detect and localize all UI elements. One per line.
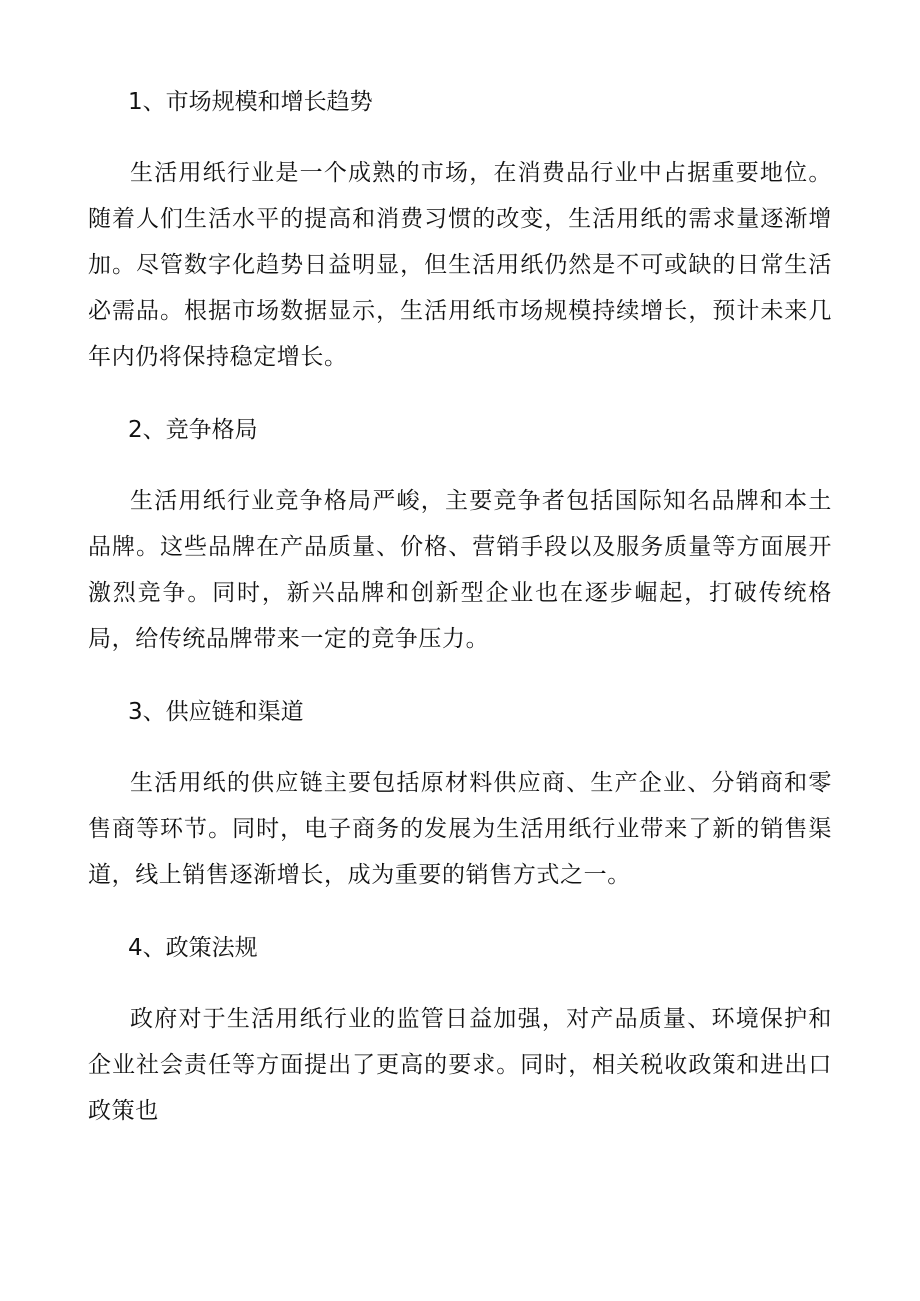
section-paragraph: 生活用纸的供应链主要包括原材料供应商、生产企业、分销商和零售商等环节。同时，电子商务的发展为生活用纸行业带来了新的销售渠道，线上销售逐渐增长，成为重要的销售方式之一。 <box>88 770 832 888</box>
section-competition <box>88 406 832 662</box>
section-heading: 4、政策法规 <box>128 935 258 961</box>
section-paragraph: 生活用纸行业是一个成熟的市场，在消费品行业中占据重要地位。随着人们生活水平的提高和消费习惯的改变，生活用纸的需求量逐渐增加。尽管数字化趋势日益明显，但生活用纸仍然是不可或缺的日常生活必需品。根据市场数据显示，生活用纸市场规模持续增长，预计未来几年内仍将保持稳定增长。 <box>88 160 832 370</box>
section-market-size <box>88 78 832 380</box>
section-paragraph: 政府对于生活用纸行业的监管日益加强，对产品质量、环境保护和企业社会责任等方面提出了更高的要求。同时，相关税收政策和进出口政策也 <box>88 1006 832 1124</box>
section-heading: 3、供应链和渠道 <box>128 699 304 725</box>
section-supply-chain <box>88 688 832 898</box>
section-heading: 2、竞争格局 <box>128 417 258 443</box>
section-policy <box>88 924 832 1134</box>
section-paragraph: 生活用纸行业竞争格局严峻，主要竞争者包括国际知名品牌和本土品牌。这些品牌在产品质量、价格、营销手段以及服务质量等方面展开激烈竞争。同时，新兴品牌和创新型企业也在逐步崛起，打破传统格局，给传统品牌带来一定的竞争压力。 <box>88 488 832 652</box>
section-heading: 1、市场规模和增长趋势 <box>128 89 373 115</box>
